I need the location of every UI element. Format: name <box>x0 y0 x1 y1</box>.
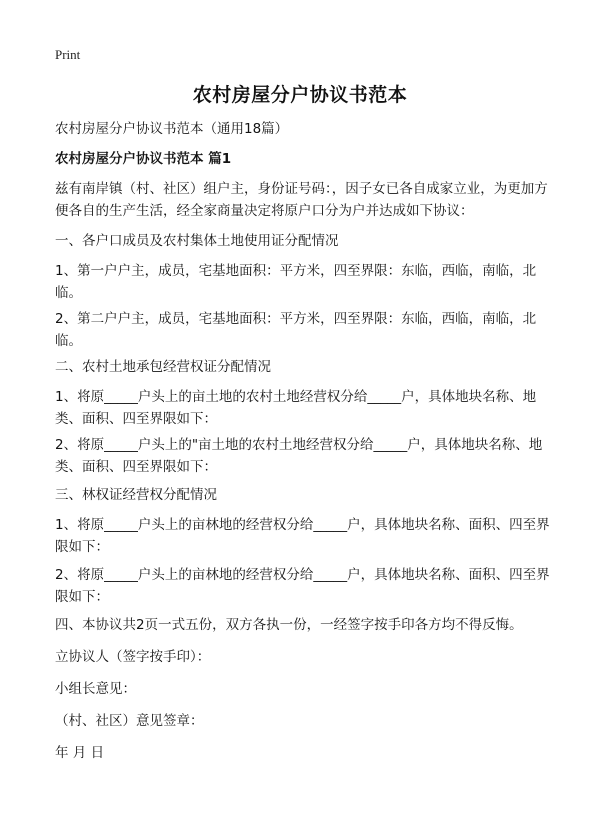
clause-2-item-2: 2、将原_____户头上的"亩土地的农村土地经营权分给_____户，具体地块名称、地类、面积、四至界限如下： <box>55 437 543 475</box>
clause-3-item-1: 1、将原_____户头上的亩林地的经营权分给_____户，具体地块名称、面积、四至界限如下： <box>55 517 550 555</box>
intro-paragraph: 兹有南岸镇（村、社区）组户主，身份证号码：，因子女已各自成家立业，为更加方便各自的生产生活，经全家商量决定将原户口分为户并达成如下协议： <box>55 181 548 219</box>
clause-2-item-1: 1、将原_____户头上的亩土地的农村土地经营权分给_____户，具体地块名称、地类、面积、四至界限如下： <box>55 389 537 427</box>
clause-heading-1: 一、各户口成员及农村集体土地使用证分配情况 <box>55 233 339 249</box>
clause-3-item-2: 2、将原_____户头上的亩林地的经营权分给_____户，具体地块名称、面积、四至界限如下： <box>55 567 550 605</box>
date-line: 年 月 日 <box>55 745 105 761</box>
village-opinion-seal: （村、社区）意见签章： <box>55 713 204 729</box>
clause-heading-2: 二、农村土地承包经营权证分配情况 <box>55 359 271 375</box>
document-subtitle: 农村房屋分户协议书范本（通用18篇） <box>55 121 289 137</box>
print-link[interactable]: Print <box>55 47 81 62</box>
group-leader-opinion: 小组长意见： <box>55 681 136 697</box>
section-heading: 农村房屋分户协议书范本 篇1 <box>55 151 232 167</box>
signatory-line: 立协议人（签字按手印）： <box>55 649 211 665</box>
clause-heading-4: 四、本协议共2页一式五份，双方各执一份，一经签字按手印各方均不得反悔。 <box>55 617 523 633</box>
document-title: 农村房屋分户协议书范本 <box>192 84 408 106</box>
clause-1-item-2: 2、第二户户主，成员，宅基地面积：平方米，四至界限：东临，西临，南临，北临。 <box>55 311 537 349</box>
clause-1-item-1: 1、第一户户主，成员，宅基地面积：平方米，四至界限：东临，西临，南临，北临。 <box>55 263 537 301</box>
clause-heading-3: 三、林权证经营权分配情况 <box>55 487 217 503</box>
